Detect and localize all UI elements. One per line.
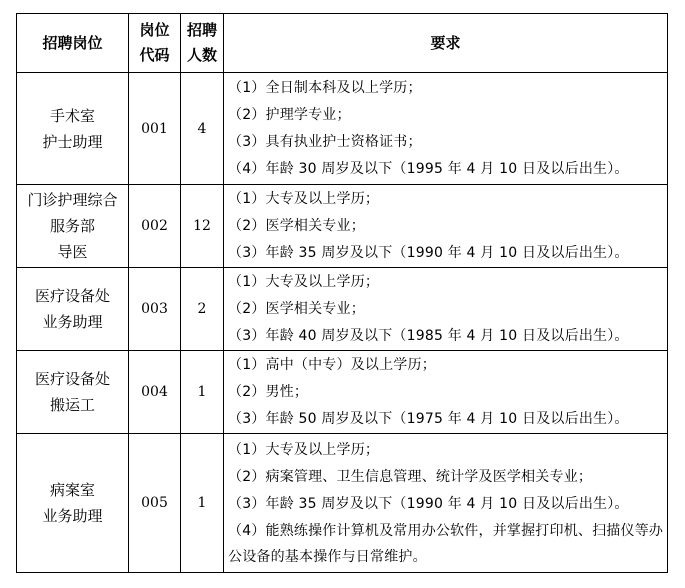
requirement-line: （1）全日制本科及以上学历； [228, 79, 422, 96]
count-cell: 2 [181, 268, 224, 351]
requirements-cell [224, 185, 668, 268]
post-cell [17, 185, 129, 268]
header-code-line: 岗位 [139, 21, 170, 39]
post-line: 医疗设备处 [34, 287, 110, 305]
requirement-line: （3）年龄 35 周岁及以下（1990 年 4 月 10 日及以后出生）。 [228, 244, 629, 261]
post-line: 医疗设备处 [34, 370, 110, 388]
requirement-line: （4）年龄 30 周岁及以下（1995 年 4 月 10 日及以后出生）。 [228, 160, 629, 177]
code-cell: 005 [129, 434, 181, 573]
recruitment-table [16, 13, 668, 573]
header-post-label: 招聘岗位 [42, 33, 103, 52]
post-line: 手术室 [49, 106, 95, 125]
requirement-line: （1）高中（中专）及以上学历； [228, 356, 436, 373]
code-cell: 003 [129, 268, 181, 351]
count-cell: 12 [181, 185, 224, 268]
post-line: 护士助理 [42, 132, 103, 151]
table-row [17, 73, 668, 185]
post-line: 门诊护理综合 [27, 191, 118, 209]
table-row [17, 434, 668, 573]
header-code [129, 14, 181, 73]
requirement-line: （3）年龄 50 周岁及以下（1975 年 4 月 10 日及以后出生）。 [228, 410, 629, 427]
requirement-line: （3）年龄 40 周岁及以下（1985 年 4 月 10 日及以后出生）。 [228, 327, 629, 344]
requirements-cell [224, 73, 668, 185]
requirement-line: （2）男性； [228, 383, 309, 400]
table-row [17, 185, 668, 268]
post-line: 导医 [57, 243, 88, 261]
post-cell [17, 268, 129, 351]
header-count [181, 14, 224, 73]
requirement-line: （2）医学相关专业； [228, 217, 365, 234]
post-line: 业务助理 [42, 507, 103, 525]
count-cell: 1 [181, 434, 224, 573]
count-cell: 1 [181, 351, 224, 434]
count-cell: 4 [181, 73, 224, 185]
header-count-line: 招聘 [186, 21, 217, 39]
requirements-cell [224, 351, 668, 434]
post-cell [17, 434, 129, 573]
post-line: 搬运工 [49, 396, 95, 414]
post-cell [17, 73, 129, 185]
requirements-cell [224, 434, 668, 573]
table-row [17, 268, 668, 351]
post-line: 服务部 [49, 217, 95, 235]
requirement-line: （3）具有执业护士资格证书； [228, 133, 422, 150]
requirement-line: （3）年龄 35 周岁及以下（1990 年 4 月 10 日及以后出生）。 [228, 495, 629, 512]
post-cell [17, 351, 129, 434]
requirements-cell [224, 268, 668, 351]
requirement-line: （2）护理学专业； [228, 106, 351, 123]
header-requirements [224, 14, 668, 73]
requirement-line: （1）大专及以上学历； [228, 190, 380, 207]
requirement-line: （1）大专及以上学历； [228, 273, 380, 290]
requirement-line: （4）能熟练操作计算机及常用办公软件，并掌握打印机、扫描仪等办公设备的基本操作与日常维护。 [228, 522, 664, 565]
requirement-line: （2）医学相关专业； [228, 300, 365, 317]
header-row [17, 14, 668, 73]
requirement-line: （2）病案管理、卫生信息管理、统计学及医学相关专业； [228, 468, 593, 485]
header-post [17, 14, 129, 73]
post-line: 业务助理 [42, 313, 103, 331]
requirement-line: （1）大专及以上学历； [228, 441, 380, 458]
code-cell: 001 [129, 73, 181, 185]
code-cell: 002 [129, 185, 181, 268]
header-requirements-label: 要求 [430, 33, 461, 52]
header-code-line: 代码 [139, 46, 170, 64]
header-count-line: 人数 [186, 46, 217, 64]
table-row [17, 351, 668, 434]
code-cell: 004 [129, 351, 181, 434]
post-line: 病案室 [49, 481, 95, 499]
